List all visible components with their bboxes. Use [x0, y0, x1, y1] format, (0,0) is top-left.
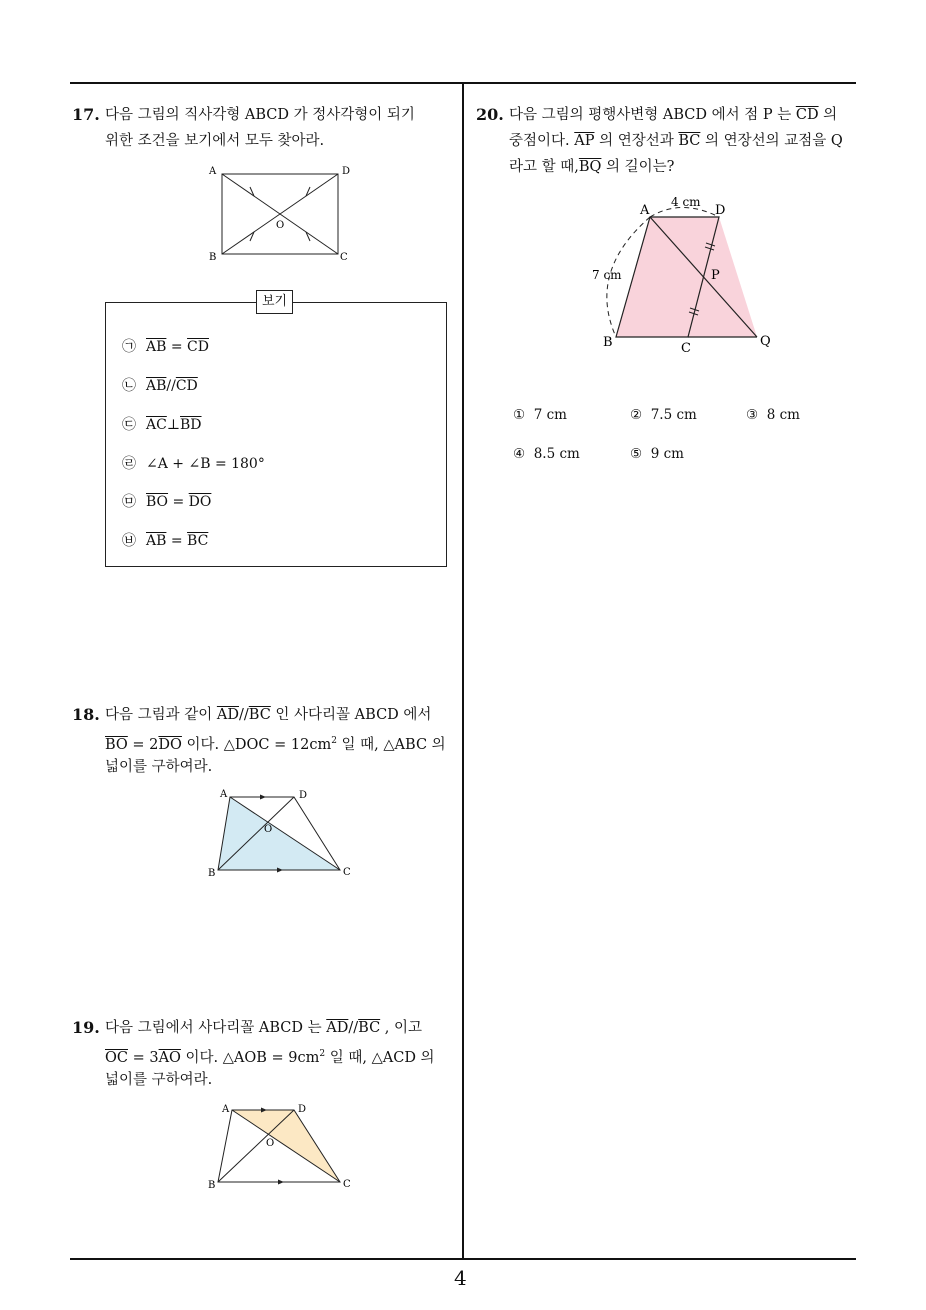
- label-Q: Q: [760, 334, 771, 349]
- condition-4: [122, 453, 265, 473]
- label-D: D: [715, 203, 726, 218]
- condition-mark: ㉠: [122, 339, 136, 355]
- choice-5[interactable]: ⑤ 9 cm: [630, 446, 684, 462]
- bogi-title: 보기: [256, 290, 293, 314]
- choice-3[interactable]: ③ 8 cm: [746, 407, 800, 423]
- question-number: 19.: [72, 1018, 100, 1037]
- label-AB: 7 cm: [592, 268, 622, 282]
- label-A: A: [209, 166, 217, 177]
- condition-5: [122, 491, 211, 511]
- question-text-line1: 다음 그림과 같이 $\overline{AD}//\overline{BC}$ 인 사다리꼴 ABCD 에서: [105, 707, 432, 723]
- label-O: O: [276, 220, 285, 231]
- column-divider: [462, 82, 464, 1259]
- condition-mark: ㉣: [122, 456, 136, 472]
- choice-1[interactable]: ① 7 cm: [513, 407, 567, 423]
- segment: $\overline{AB}$: [146, 378, 167, 394]
- label-D: D: [298, 1104, 307, 1115]
- segment: $\overline{CD}$: [187, 339, 209, 355]
- question-text-line1: 다음 그림의 평행사변형 ABCD 에서 점 P 는 $\overline{CD}$ 의: [509, 107, 838, 123]
- operator: //: [166, 378, 176, 394]
- question-text-line1: 다음 그림에서 사다리꼴 ABCD 는 $\overline{AD}//\overline{BC}$ , 이고: [105, 1020, 423, 1036]
- condition-mark: ㉥: [122, 533, 136, 549]
- question-number: 18.: [72, 705, 100, 724]
- operator: ⊥: [166, 417, 180, 433]
- label-C: C: [340, 252, 348, 263]
- choice-4[interactable]: ④ 8.5 cm: [513, 446, 580, 462]
- label-C: C: [343, 1179, 351, 1190]
- trapezoid-figure-18: [200, 785, 360, 885]
- question-text-line2: 위한 조건을 보기에서 모두 찾아라.: [105, 133, 325, 149]
- operator: =: [166, 533, 188, 549]
- condition-text: ∠A + ∠B = 180°: [146, 456, 265, 472]
- rectangle-figure: [205, 160, 355, 265]
- segment: $\overline{AB}$: [146, 533, 167, 549]
- segment: $\overline{AB}$: [146, 339, 167, 355]
- label-O: O: [266, 1138, 275, 1149]
- operator: =: [166, 339, 188, 355]
- label-C: C: [343, 867, 351, 878]
- page-number: 4: [454, 1266, 467, 1290]
- label-O: O: [264, 824, 273, 835]
- question-number: 20.: [476, 105, 504, 124]
- condition-mark: ㉤: [122, 494, 136, 510]
- label-D: D: [342, 166, 351, 177]
- condition-6: [122, 530, 208, 550]
- condition-3: [122, 414, 202, 434]
- question-text-line3: 넓이를 구하여라.: [105, 1072, 213, 1088]
- label-A: A: [220, 789, 228, 800]
- choice-2[interactable]: ② 7.5 cm: [630, 407, 697, 423]
- label-A: A: [640, 203, 650, 218]
- bottom-rule: [70, 1258, 856, 1260]
- question-text-line1: 다음 그림의 직사각형 ABCD 가 정사각형이 되기: [105, 107, 415, 123]
- question-text-line2: $\overline{BO} = 2\overline{DO}$ 이다. △DOC = $12cm^2$ 일 때, △ABC 의: [105, 736, 446, 753]
- condition-2: [122, 375, 198, 395]
- segment: $\overline{CD}$: [175, 378, 198, 394]
- label-B: B: [603, 335, 613, 350]
- trapezoid-figure-19: [200, 1100, 360, 1195]
- segment: $\overline{AC}$: [146, 417, 167, 433]
- label-B: B: [208, 1180, 216, 1191]
- label-A: A: [222, 1104, 230, 1115]
- segment: $\overline{BO}$: [146, 494, 169, 510]
- condition-mark: ㉡: [122, 378, 136, 394]
- label-D: D: [299, 790, 308, 801]
- segment: $\overline{BD}$: [180, 417, 202, 433]
- question-text-line3: 넓이를 구하여라.: [105, 759, 213, 775]
- question-number: 17.: [72, 105, 100, 124]
- label-P: P: [711, 268, 720, 283]
- label-B: B: [209, 252, 217, 263]
- question-text-line2: $\overline{OC} = 3\overline{AO}$ 이다. △AOB = $9cm^2$ 일 때, △ACD 의: [105, 1049, 435, 1066]
- label-C: C: [681, 341, 691, 356]
- parallelogram-figure: [585, 190, 785, 360]
- operator: =: [168, 494, 189, 510]
- label-AD: 4 cm: [671, 195, 701, 209]
- question-text-line2: 중점이다. $\overline{AP}$ 의 연장선과 $\overline{BC}$ 의 연장선의 교점을 Q: [509, 133, 843, 149]
- label-B: B: [208, 868, 216, 879]
- segment: $\overline{BC}$: [187, 533, 209, 549]
- segment: $\overline{DO}$: [188, 494, 212, 510]
- question-text-line3: 라고 할 때$,\overline{BQ}$ 의 길이는?: [509, 159, 675, 175]
- condition-1: [122, 336, 209, 356]
- condition-mark: ㉢: [122, 417, 136, 433]
